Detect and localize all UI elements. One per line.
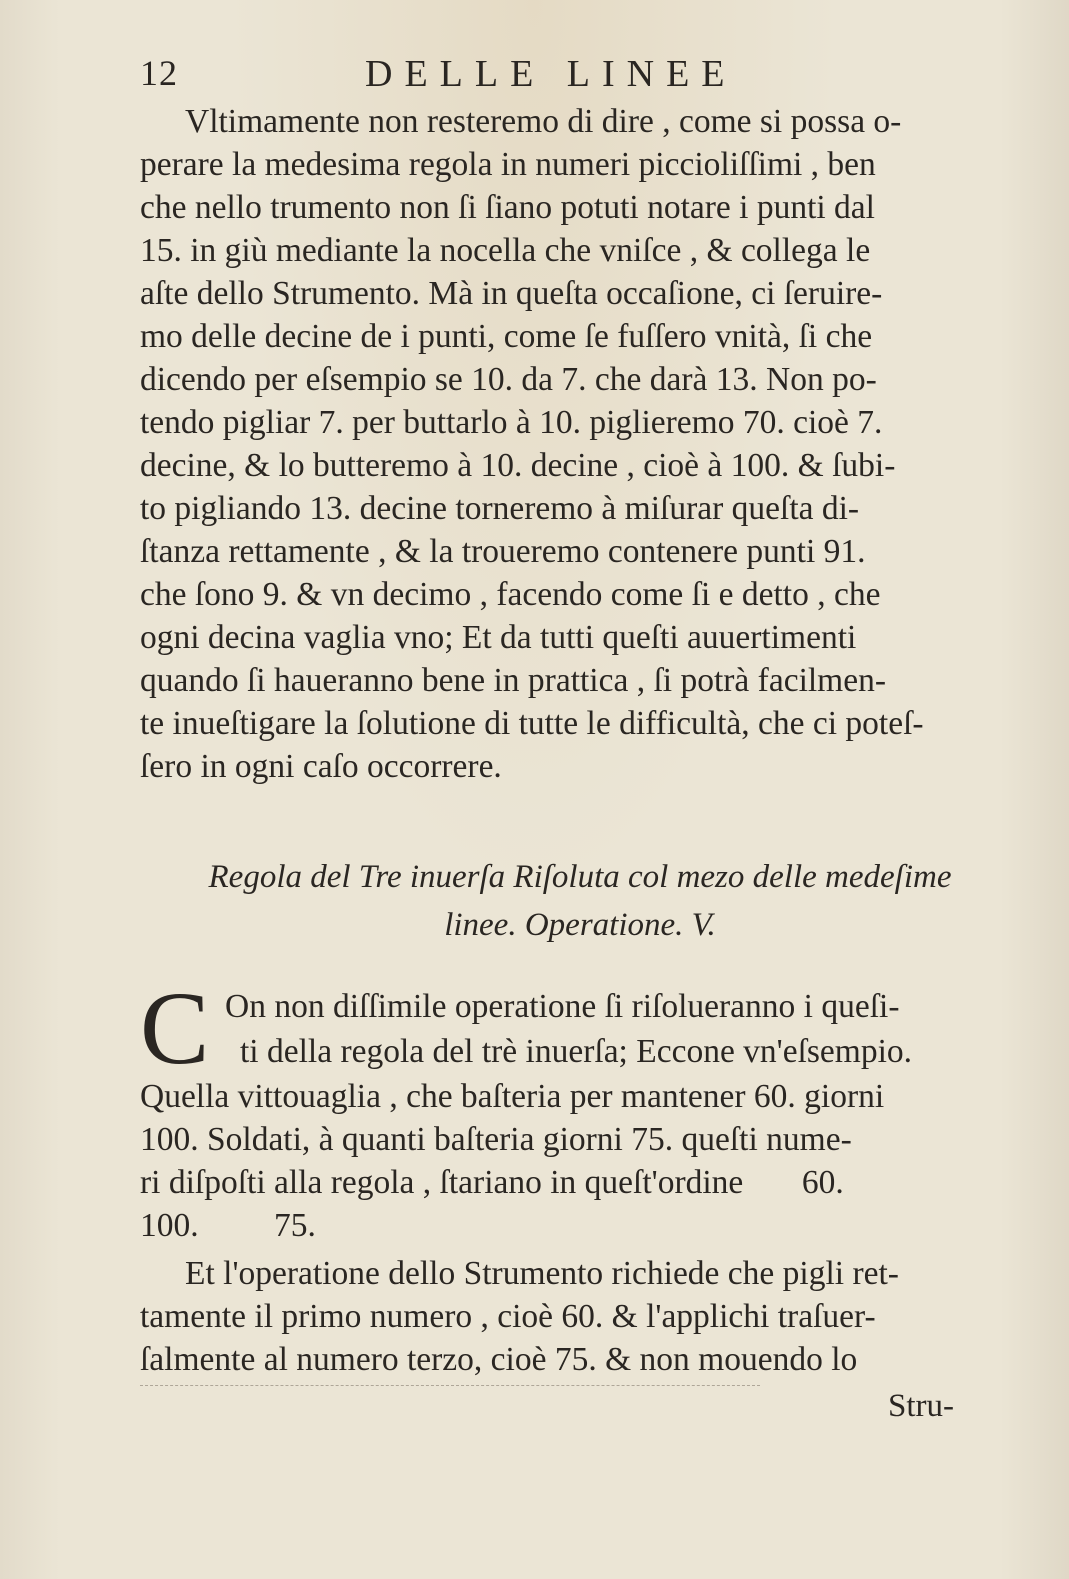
text-line: 100. Soldati, à quanti baſteria giorni 75. queſti nume- xyxy=(140,1121,852,1158)
text-line: aſte dello Strumento. Mà in queſta occaſione, ci ſeruire- xyxy=(140,275,883,312)
text-line: ſtanza rettamente , & la troueremo contenere punti 91. xyxy=(140,533,866,570)
paragraph-1 xyxy=(140,100,1020,788)
page-header xyxy=(140,52,1020,102)
text-line: Et l'operatione dello Strumento richiede che pigli ret- xyxy=(185,1255,899,1292)
text-line: te inueſtigare la ſolutione di tutte le difficultà, che ci poteſ- xyxy=(140,705,924,742)
text-line: che ſono 9. & vn decimo , facendo come ſi e detto , che xyxy=(140,576,881,613)
text-line: 15. in giù mediante la nocella che vniſce , & collega le xyxy=(140,232,871,269)
heading-line: linee. Operatione. V. xyxy=(444,907,716,943)
text-line: mo delle decine de i punti, come ſe fuſſero vnità, ſi che xyxy=(140,318,873,355)
section-heading xyxy=(140,853,1020,949)
text-line: decine, & lo butteremo à 10. decine , cioè à 100. & ſubi- xyxy=(140,447,896,484)
text-line: tendo pigliar 7. per buttarlo à 10. piglieremo 70. cioè 7. xyxy=(140,404,883,441)
text-line: ſero in ogni caſo occorrere. xyxy=(140,748,502,785)
text-line: to pigliando 13. decine torneremo à miſurar queſta di- xyxy=(140,490,860,527)
text-line: Vltimamente non resteremo di dire , come si possa o- xyxy=(185,103,902,140)
print-show-through xyxy=(140,1385,760,1387)
text-line: tamente il primo numero , cioè 60. & l'applichi traſuer- xyxy=(140,1298,876,1335)
paragraph-3 xyxy=(140,1252,1020,1381)
text-line: Quella vittouaglia , che baſteria per mantener 60. giorni xyxy=(140,1078,885,1115)
text-line: perare la medesima regola in numeri piccioliſſimi , ben xyxy=(140,146,876,183)
text-line: ogni decina vaglia vno; Et da tutti queſti auuertimenti xyxy=(140,619,857,656)
paragraph-2 xyxy=(140,1075,1020,1247)
text-line: quando ſi haueranno bene in prattica , ſi potrà facilmen- xyxy=(140,662,887,699)
heading-line: Regola del Tre inuerſa Riſoluta col mezo delle medeſime xyxy=(208,859,952,895)
text-line: On non diſſimile operatione ſi riſolueranno i queſi- xyxy=(225,988,900,1025)
text-line: dicendo per eſsempio se 10. da 7. che darà 13. Non po- xyxy=(140,361,877,398)
text-line: ti della regola del trè inuerſa; Eccone vn'eſsempio. xyxy=(240,1033,913,1070)
catchword: Stru- xyxy=(888,1388,954,1424)
running-head: DELLE LINEE xyxy=(365,53,737,95)
text-line: che nello trumento non ſi ſiano potuti notare i punti dal xyxy=(140,189,875,226)
page-number: 12 xyxy=(140,53,178,93)
text-line: ſalmente al numero terzo, cioè 75. & non mouendo lo xyxy=(140,1341,858,1378)
drop-cap: C xyxy=(140,971,210,1086)
text-line: 100. 75. xyxy=(140,1207,316,1244)
text-line: ri diſpoſti alla regola , ſtariano in queſt'ordine 60. xyxy=(140,1164,844,1201)
